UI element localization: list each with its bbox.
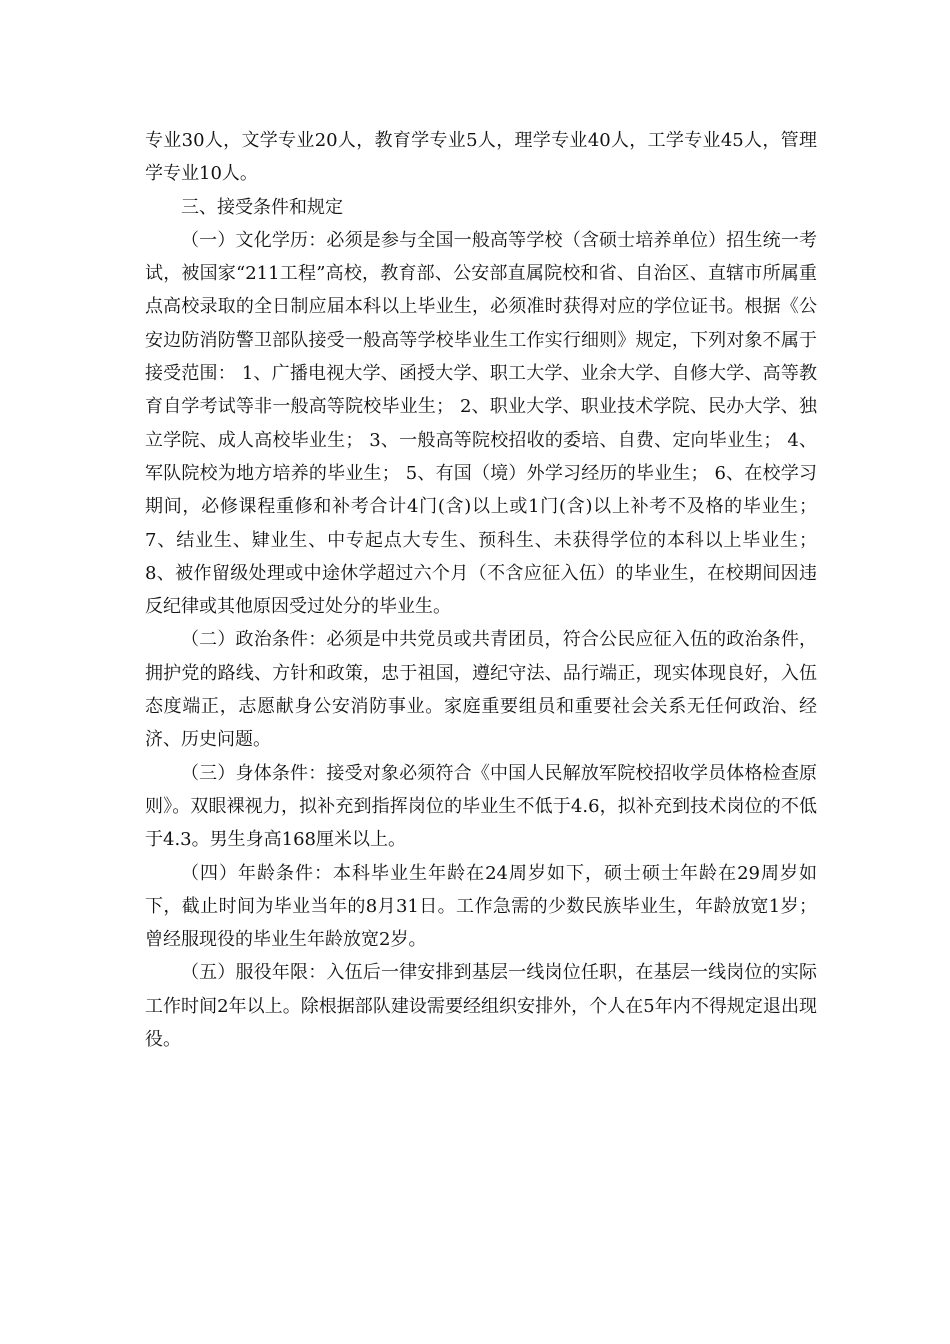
paragraph-political: （二）政治条件：必须是中共党员或共青团员，符合公民应征入伍的政治条件，拥护党的路线、方针和政策，忠于祖国，遵纪守法、品行端正，现实体现良好，入伍态度端正，志愿献身公安消防事业。家庭重要组员和重要社会关系无任何政治、经济、历史问题。 xyxy=(145,629,817,751)
paragraph-age: （四）年龄条件：本科毕业生年龄在24周岁如下，硕士硕士年龄在29周岁如下，截止时间为毕业当年的8月31日。工作急需的少数民族毕业生，年龄放宽1岁；曾经服现役的毕业生年龄放宽2岁。 xyxy=(145,862,817,951)
paragraph-service-term: （五）服役年限：入伍后一律安排到基层一线岗位任职，在基层一线岗位的实际工作时间2年以上。除根据部队建设需要经组织安排外，个人在5年内不得规定退出现役。 xyxy=(145,962,817,1051)
paragraph-physical: （三）身体条件：接受对象必须符合《中国人民解放军院校招收学员体格检查原则》。双眼裸视力，拟补充到指挥岗位的毕业生不低于4.6，拟补充到技术岗位的不低于4.3。男生身高168厘米以上。 xyxy=(145,762,817,851)
paragraph-major-quotas: 专业30人，文学专业20人，教育学专业5人，理学专业40人，工学专业45人，管理学专业10人。 xyxy=(145,130,817,185)
document-page xyxy=(145,124,817,1056)
section-heading-conditions: 三、接受条件和规定 xyxy=(181,196,343,218)
paragraph-education: （一）文化学历：必须是参与全国一般高等学校（含硕士培养单位）招生统一考试，被国家“211工程”高校，教育部、公安部直属院校和省、自治区、直辖市所属重点高校录取的全日制应届本科以上毕业生，必须准时获得对应的学位证书。根据《公安边防消防警卫部队接受一般高等学校毕业生工作实行细则》规定，下列对象不属于接受范围： 1、广播电视大学、函授大学、职工大学、业余大学、自修大学、高等教育自学考试等非一般高等院校毕业生； 2、职业大学、职业技术学院、民办大学、独立学院、成人高校毕业生； 3、一般高等院校招收的委培、自费、定向毕业生； 4、军队院校为地方培养的毕业生； 5、有国（境）外学习经历的毕业生； 6、在校学习期间，必修课程重修和补考合计4门(含)以上或1门(含)以上补考不及格的毕业生； 7、结业生、肄业生、中专起点大专生、预科生、未获得学位的本科以上毕业生； 8、被作留级处理或中途休学超过六个月（不含应征入伍）的毕业生，在校期间因违反纪律或其他原因受过处分的毕业生。 xyxy=(145,229,817,618)
